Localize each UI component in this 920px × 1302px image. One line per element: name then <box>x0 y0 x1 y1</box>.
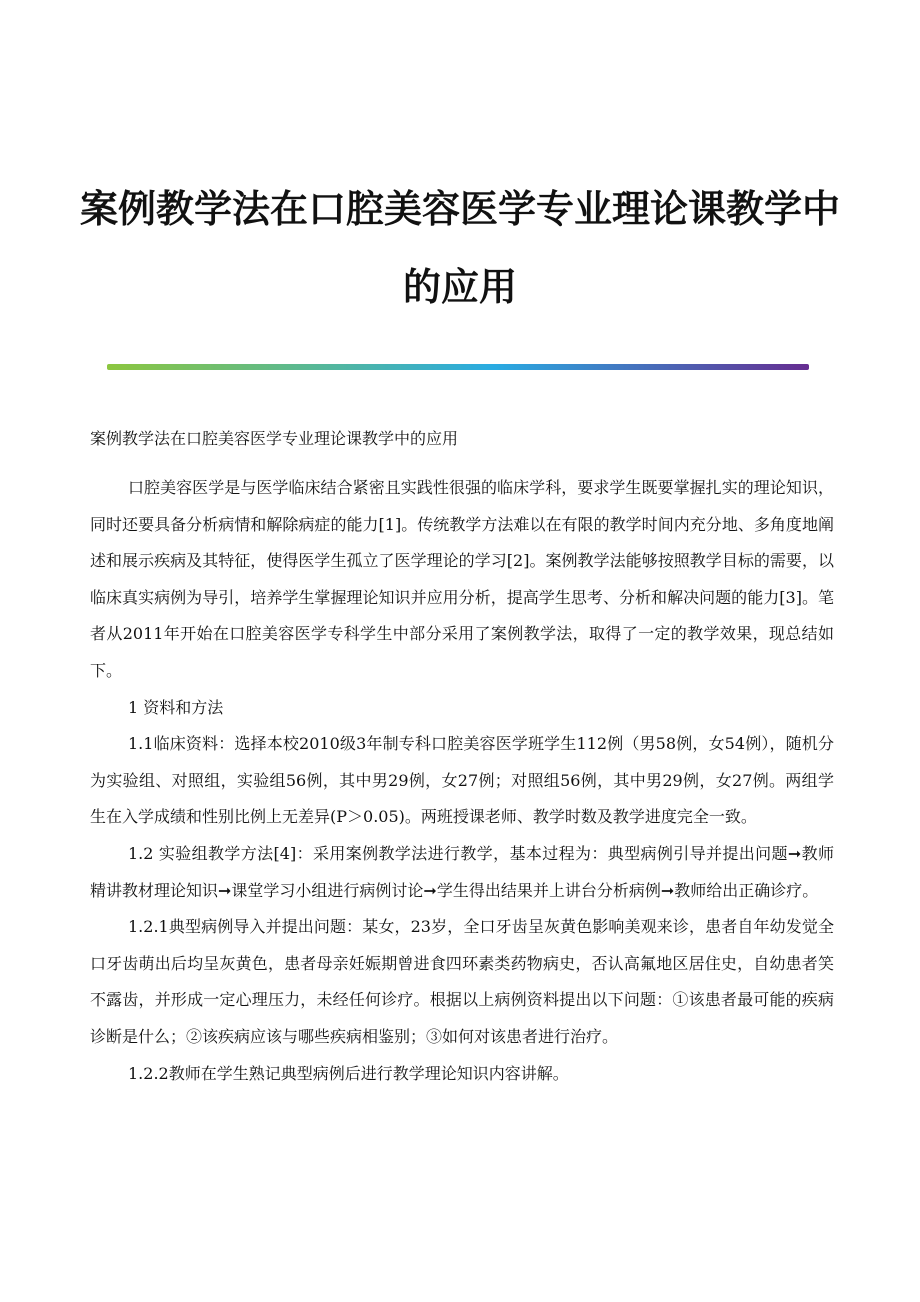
gradient-divider <box>107 364 809 370</box>
title-line-1: 案例教学法在口腔美容医学专业理论课教学中 <box>79 187 840 231</box>
document-subtitle: 案例教学法在口腔美容医学专业理论课教学中的应用 <box>90 429 459 448</box>
paragraph-typical-case: 1.2.1典型病例导入并提出问题：某女，23岁，全口牙齿呈灰黄色影响美观来诊，患者自年幼发觉全口牙齿萌出后均呈灰黄色，患者母亲妊娠期曾进食四环素类药物病史，否认高氟地区居住史，自幼患者笑不露齿，并形成一定心理压力，未经任何诊疗。根据以上病例资料提出以下问题：①该患者最可能的疾病诊断是什么；②该疾病应该与哪些疾病相鉴别；③如何对该患者进行治疗。 <box>90 917 834 1046</box>
document-title <box>60 170 860 326</box>
paragraph-experimental-method: 1.2 实验组教学方法[4]：采用案例教学法进行教学，基本过程为：典型病例引导并提出问题➞教师精讲教材理论知识➞课堂学习小组进行病例讨论➞学生得出结果并上讲台分析病例➞教师给出正确诊疗。 <box>90 843 834 900</box>
document-body <box>90 470 834 1092</box>
paragraph-intro: 口腔美容医学是与医学临床结合紧密且实践性很强的临床学科，要求学生既要掌握扎实的理论知识，同时还要具备分析病情和解除病症的能力[1]。传统教学方法难以在有限的教学时间内充分地、多角度地阐述和展示疾病及其特征，使得医学生孤立了医学理论的学习[2]。案例教学法能够按照教学目标的需要，以临床真实病例为导引，培养学生掌握理论知识并应用分析，提高学生思考、分析和解决问题的能力[3]。笔者从2011年开始在口腔美容医学专科学生中部分采用了案例教学法，取得了一定的教学效果，现总结如下。 <box>90 478 834 680</box>
paragraph-clinical-data: 1.1临床资料：选择本校2010级3年制专科口腔美容医学班学生112例（男58例，女54例），随机分为实验组、对照组，实验组56例，其中男29例，女27例；对照组56例，其中男29例，女27例。两组学生在入学成绩和性别比例上无差异(P＞0.05)。两班授课老师、教学时数及教学进度完全一致。 <box>90 734 834 827</box>
section-heading-materials-methods: 1 资料和方法 <box>128 697 224 717</box>
title-line-2: 的应用 <box>402 265 517 309</box>
paragraph-teacher-lecture: 1.2.2教师在学生熟记典型病例后进行教学理论知识内容讲解。 <box>128 1063 569 1083</box>
